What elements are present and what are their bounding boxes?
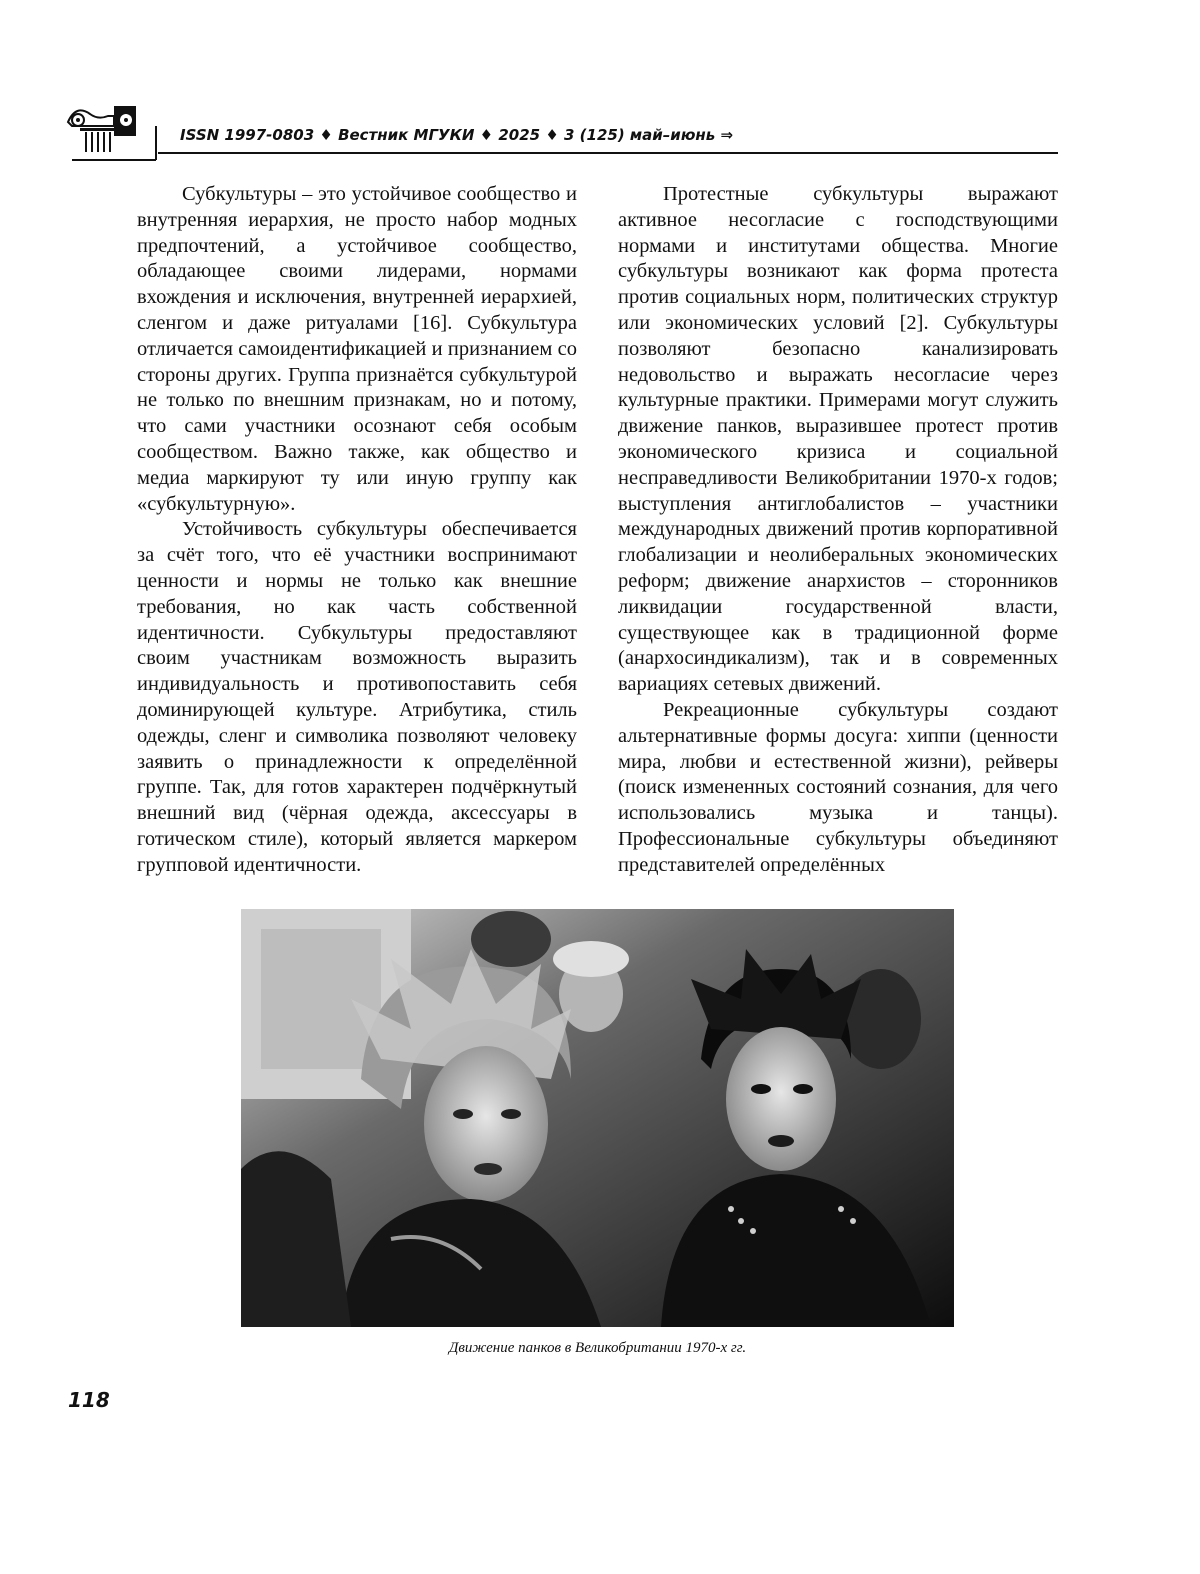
issn: ISSN 1997-0803	[180, 126, 315, 144]
separator: ♦	[479, 126, 494, 144]
punk-movement-photo	[241, 909, 954, 1327]
separator: ♦	[319, 126, 333, 144]
year: 2025	[498, 126, 541, 144]
page-number: 118	[68, 1388, 110, 1412]
paragraph: Субкультуры – это устойчивое сообщество и внутренняя иерархия, не просто набор модных предпочтений, а устойчивое сообщество, обладающее своими лидерами, нормами вхождения и исключения, внутренней иерархией, сленгом и даже ритуалами [16]. Субкультура отличается самоидентификацией и признанием со стороны других. Группа признаётся субкультурой не только по внешним признакам, но и потому, что сами участники осознают себя особым сообществом. Важно также, как общество и медиа маркируют ту или иную группу как «субкультурную».	[137, 183, 577, 515]
paragraph: Рекреационные субкультуры создают альтернативные формы досуга: хиппи (ценности мира, любви и естественной жизни), рейверы (поиск измененных состояний сознания, для чего использовались музыка и танцы). Профессиональные субкультуры объединяют представителей определённых	[618, 698, 1058, 876]
photo-illustration	[241, 909, 954, 1327]
issue: 3 (125) май–июнь	[564, 126, 716, 144]
separator: ♦	[545, 126, 559, 144]
ionic-column-logo-icon	[66, 100, 158, 166]
left-column	[137, 182, 577, 879]
journal-title: Вестник МГУКИ	[338, 126, 475, 144]
paragraph: Устойчивость субкультуры обеспечивается за счёт того, что её участники воспринимают ценности и нормы не только как внешние требования, но как часть собственной идентичности. Субкультуры предоставляют своим участникам возможность выразить индивидуальность и противопоставить себя доминирующей культуре. Атрибутика, стиль одежды, сленг и символика позволяют человеку заявить о принадлежности к определённой группе. Так, для готов характерен подчёркнутый внешний вид (чёрная одежда, аксессуары в готическом стиле), который является маркером групповой идентичности.	[137, 518, 577, 876]
running-header	[180, 126, 733, 144]
journal-logo	[66, 100, 158, 166]
right-column	[618, 182, 1058, 879]
paragraph: Протестные субкультуры выражают активное несогласие с господствующими нормами и институтами общества. Многие субкультуры возникают как форма протеста против социальных норм, политических структур или экономических условий [2]. Субкультуры позволяют безопасно канализировать недовольство и выражать несогласие через культурные практики. Примерами могут служить движение панков, выразившее протест против экономического кризиса и социальной несправедливости Великобритании 1970-х годов; выступления антиглобалистов – участники международных движений против корпоративной глобализации и неолиберальных экономических реформ; движение анархистов – сторонников ликвидации государственной власти, существующее как в традиционной форме (анархосиндикализм), так и в современных вариациях сетевых движений.	[618, 183, 1058, 696]
figure-caption: Движение панков в Великобритании 1970-х гг.	[448, 1340, 747, 1356]
arrow-right-icon: ⇒	[720, 126, 734, 144]
header-rule	[158, 152, 1058, 154]
